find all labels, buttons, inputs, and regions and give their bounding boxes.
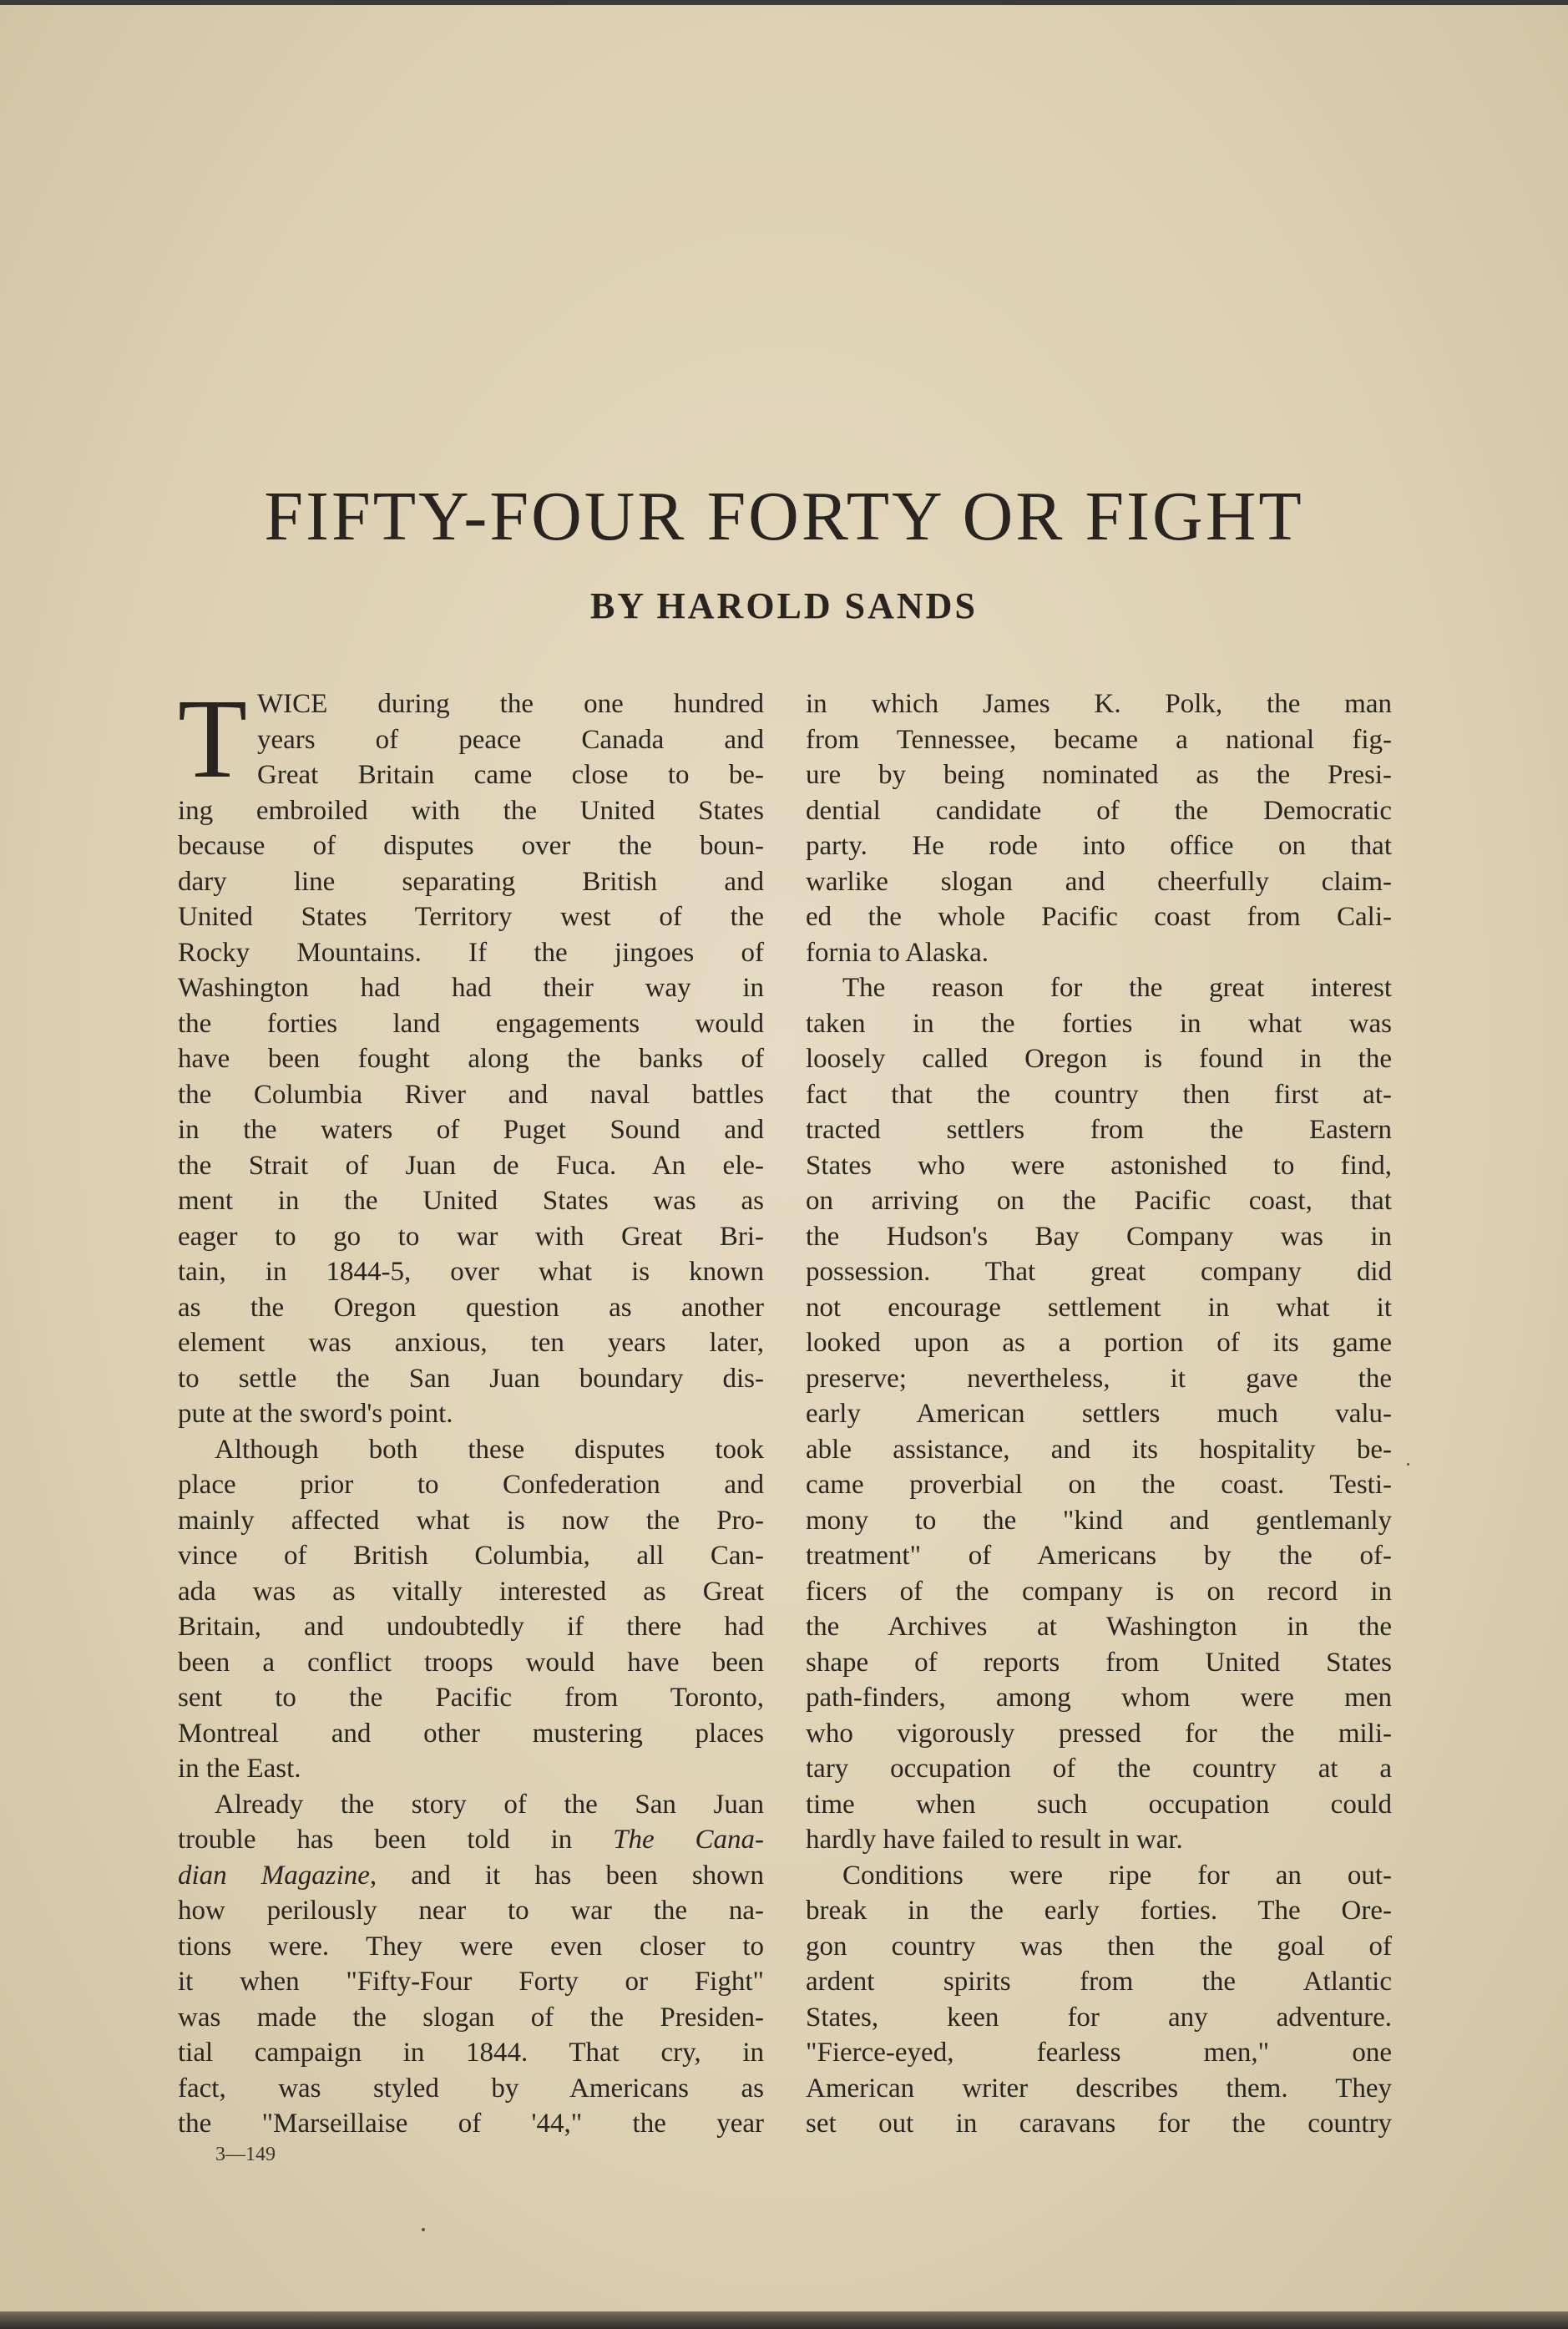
right-column-line: taken in the forties in what was <box>806 1008 1392 1039</box>
right-column-line: time when such occupation could <box>806 1789 1392 1820</box>
left-column-line: ing embroiled with the United States <box>178 795 764 826</box>
left-column-line: the forties land engagements would <box>178 1008 764 1039</box>
right-column-line: tracted settlers from the Eastern <box>806 1115 1392 1145</box>
left-column-line: have been fought along the banks of <box>178 1044 764 1074</box>
left-column-line: ment in the United States was as <box>178 1186 764 1216</box>
left-column-line: tions were. They were even closer to <box>178 1931 764 1962</box>
right-column-line: able assistance, and its hospitality be- <box>806 1434 1392 1465</box>
left-column-line: trouble has been told in The Cana- <box>178 1825 764 1855</box>
right-column-line: mony to the "kind and gentlemanly <box>806 1505 1392 1536</box>
right-column-line: break in the early forties. The Ore- <box>806 1896 1392 1926</box>
right-column-line: tary occupation of the country at a <box>806 1754 1392 1784</box>
right-column-line: American writer describes them. They <box>806 2073 1392 2104</box>
left-column <box>178 676 764 2142</box>
right-column-line: looked upon as a portion of its game <box>806 1328 1392 1358</box>
right-column-line: fornia to Alaska. <box>806 937 989 968</box>
right-column-line: Conditions were ripe for an out- <box>842 1860 1392 1891</box>
left-column-line: vince of British Columbia, all Can- <box>178 1541 764 1571</box>
left-column-line: as the Oregon question as another <box>178 1292 764 1323</box>
right-column-line: preserve; nevertheless, it gave the <box>806 1363 1392 1394</box>
left-column-line: dary line separating British and <box>178 866 764 897</box>
left-column-line: years of peace Canada and <box>257 724 764 755</box>
right-column <box>806 686 1392 2142</box>
right-column-line: set out in caravans for the country <box>806 2109 1392 2139</box>
left-column-line: element was anxious, ten years later, <box>178 1328 764 1358</box>
right-column-line: path-finders, among whom were men <box>806 1683 1392 1713</box>
right-column-line: ure by being nominated as the Presi- <box>806 760 1392 790</box>
left-column-line: Already the story of the San Juan <box>215 1789 764 1820</box>
left-column-line: the Columbia River and naval battles <box>178 1079 764 1110</box>
right-column-line: States who were astonished to find, <box>806 1150 1392 1181</box>
right-column-line: shape of reports from United States <box>806 1647 1392 1678</box>
left-column-line: Rocky Mountains. If the jingoes of <box>178 937 764 968</box>
left-column-line: tial campaign in 1844. That cry, in <box>178 2038 764 2068</box>
right-column-line: early American settlers much valu- <box>806 1399 1392 1429</box>
left-column-line: the "Marseillaise of '44," the year <box>178 2109 764 2139</box>
right-column-line: party. He rode into office on that <box>806 831 1392 861</box>
right-column-line: hardly have failed to result in war. <box>806 1825 1183 1855</box>
left-column-line: in the East. <box>178 1754 301 1784</box>
left-column-line: was made the slogan of the Presiden- <box>178 2002 764 2033</box>
left-column-line: eager to go to war with Great Bri- <box>178 1221 764 1252</box>
right-column-line: fact that the country then first at- <box>806 1079 1392 1110</box>
right-column-line: "Fierce-eyed, fearless men," one <box>806 2038 1392 2068</box>
ink-speck <box>422 2228 425 2231</box>
article-byline: BY HAROLD SANDS <box>590 585 978 626</box>
right-column-line: the Archives at Washington in the <box>806 1612 1392 1642</box>
left-column-line: been a conflict troops would have been <box>178 1647 764 1678</box>
right-column-line: The reason for the great interest <box>842 973 1392 1003</box>
right-column-line: dential candidate of the Democratic <box>806 795 1392 826</box>
article-title: FIFTY-FOUR FORTY OR FIGHT <box>264 478 1304 555</box>
left-column-line: in the waters of Puget Sound and <box>178 1115 764 1145</box>
right-column-line: who vigorously pressed for the mili- <box>806 1718 1392 1749</box>
left-column-line: Montreal and other mustering places <box>178 1718 764 1749</box>
left-column-line: dian Magazine, and it has been shown <box>178 1860 764 1891</box>
left-column-line: Britain, and undoubtedly if there had <box>178 1612 764 1642</box>
left-column-line: to settle the San Juan boundary dis- <box>178 1363 764 1394</box>
left-column-line: pute at the sword's point. <box>178 1399 453 1429</box>
right-column-line: not encourage settlement in what it <box>806 1292 1392 1323</box>
left-column-line: WICE during the one hundred <box>257 689 764 719</box>
left-column-line: ada was as vitally interested as Great <box>178 1576 764 1607</box>
left-column-line: Washington had had their way in <box>178 973 764 1003</box>
right-column-line: treatment" of Americans by the of- <box>806 1541 1392 1571</box>
right-column-line: on arriving on the Pacific coast, that <box>806 1186 1392 1216</box>
page-folio: 3—149 <box>215 2144 276 2165</box>
left-column-line: how perilously near to war the na- <box>178 1896 764 1926</box>
right-column-line: came proverbial on the coast. Testi- <box>806 1470 1392 1500</box>
right-column-line: States, keen for any adventure. <box>806 2002 1392 2033</box>
right-column-line: possession. That great company did <box>806 1257 1392 1287</box>
right-column-line: gon country was then the goal of <box>806 1931 1392 1962</box>
right-column-line: from Tennessee, became a national fig- <box>806 724 1392 755</box>
left-column-line: because of disputes over the boun- <box>178 831 764 861</box>
left-column-line: Great Britain came close to be- <box>257 760 764 790</box>
left-column-line: United States Territory west of the <box>178 902 764 932</box>
left-column-line: the Strait of Juan de Fuca. An ele- <box>178 1150 764 1181</box>
right-column-line: loosely called Oregon is found in the <box>806 1044 1392 1074</box>
left-column-line: mainly affected what is now the Pro- <box>178 1505 764 1536</box>
drop-cap: T <box>178 676 248 802</box>
left-column-line: tain, in 1844-5, over what is known <box>178 1257 764 1287</box>
right-column-line: in which James K. Polk, the man <box>806 689 1392 719</box>
scan-edge-top <box>0 0 1568 5</box>
left-column-line: it when "Fifty-Four Forty or Fight" <box>178 1967 764 1997</box>
ink-speck <box>1407 1463 1409 1466</box>
right-column-line: ficers of the company is on record in <box>806 1576 1392 1607</box>
left-column-line: sent to the Pacific from Toronto, <box>178 1683 764 1713</box>
right-column-line: warlike slogan and cheerfully claim- <box>806 866 1392 897</box>
left-column-line: place prior to Confederation and <box>178 1470 764 1500</box>
right-column-line: ardent spirits from the Atlantic <box>806 1967 1392 1997</box>
left-column-line: Although both these disputes took <box>215 1434 764 1465</box>
right-column-line: ed the whole Pacific coast from Cali- <box>806 902 1392 932</box>
scan-edge-bottom <box>0 2311 1568 2329</box>
right-column-line: the Hudson's Bay Company was in <box>806 1221 1392 1252</box>
left-column-line: fact, was styled by Americans as <box>178 2073 764 2104</box>
